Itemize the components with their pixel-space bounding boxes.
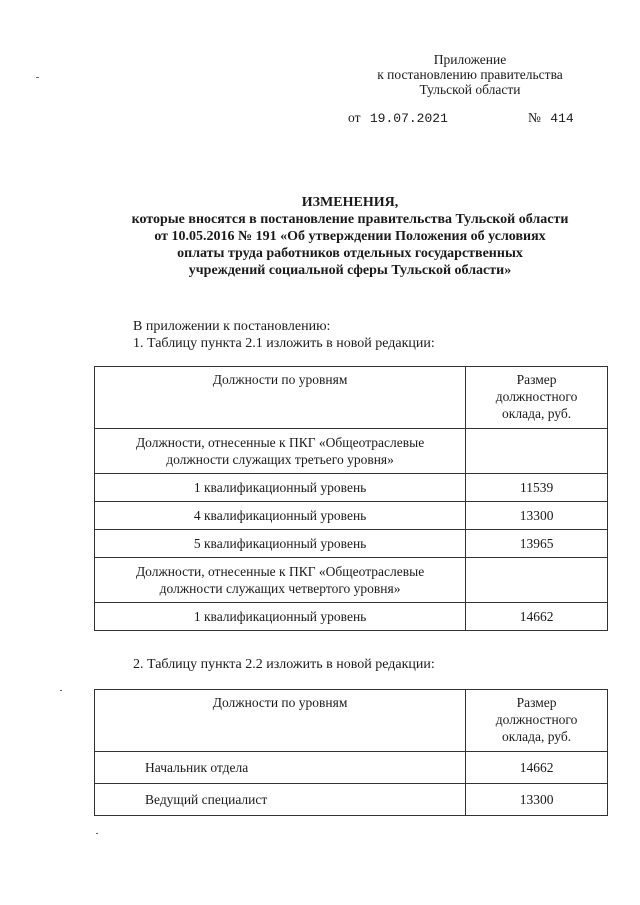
row-label <box>95 429 466 474</box>
title-line2: от 10.05.2016 № 191 «Об утверждении Положения об условиях <box>154 229 546 244</box>
table-row <box>95 474 608 502</box>
header-positions: Должности по уровням <box>95 367 466 429</box>
row-value <box>466 558 608 603</box>
row-label: 4 квалификационный уровень <box>95 502 466 530</box>
table-salaries-2-2 <box>94 689 608 816</box>
appendix-line2: к постановлению правительства <box>377 67 563 82</box>
row-value: 13300 <box>466 784 608 816</box>
number-line <box>528 110 574 126</box>
table-salaries-2-1 <box>94 366 608 631</box>
row-label-line1: Должности, отнесенные к ПКГ «Общеотраслевые <box>135 435 425 450</box>
number-prefix: № <box>528 110 541 125</box>
row-label: Начальник отдела <box>95 752 466 784</box>
appendix-line3: Тульской области <box>419 82 521 97</box>
header-salary-line3: оклада, руб. <box>502 406 572 421</box>
table-row <box>95 502 608 530</box>
table-header-row <box>95 367 608 429</box>
row-label-line2: должности служащих третьего уровня» <box>166 452 394 467</box>
appendix-line1: Приложение <box>433 52 507 67</box>
table-row <box>95 784 608 816</box>
header-salary <box>466 690 608 752</box>
title-heading: ИЗМЕНЕНИЯ, <box>301 195 399 210</box>
date-value: 19.07.2021 <box>369 111 448 126</box>
intro-item1: 1. Таблицу пункта 2.1 изложить в новой редакции: <box>133 336 435 351</box>
title-line4: учреждений социальной сферы Тульской области» <box>188 263 512 278</box>
title-line3: оплаты труда работников отдельных государственных <box>177 246 523 261</box>
intro-line: В приложении к постановлению: <box>133 319 331 334</box>
header-salary-line1: Размер <box>516 695 557 710</box>
scan-mark <box>60 690 62 691</box>
number-value: 414 <box>550 111 574 126</box>
row-value <box>466 429 608 474</box>
document-title <box>60 194 640 279</box>
row-label-line1: Должности, отнесенные к ПКГ «Общеотраслевые <box>135 564 425 579</box>
header-salary-line1: Размер <box>516 372 557 387</box>
date-line <box>348 110 448 126</box>
row-label: 1 квалификационный уровень <box>95 474 466 502</box>
date-prefix: от <box>348 110 361 125</box>
appendix-block <box>330 52 610 97</box>
table-row <box>95 558 608 603</box>
row-label: Ведущий специалист <box>95 784 466 816</box>
header-salary-line3: оклада, руб. <box>502 729 572 744</box>
row-label: 1 квалификационный уровень <box>95 603 466 631</box>
scan-mark <box>36 77 39 78</box>
row-value: 11539 <box>466 474 608 502</box>
title-line1: которые вносятся в постановление правительства Тульской области <box>131 212 569 227</box>
row-label: 5 квалификационный уровень <box>95 530 466 558</box>
row-value: 13300 <box>466 502 608 530</box>
table-row <box>95 429 608 474</box>
table-row <box>95 603 608 631</box>
intro-item2: 2. Таблицу пункта 2.2 изложить в новой редакции: <box>133 657 435 672</box>
header-salary <box>466 367 608 429</box>
table-row <box>95 530 608 558</box>
table-header-row <box>95 690 608 752</box>
row-label <box>95 558 466 603</box>
header-positions: Должности по уровням <box>95 690 466 752</box>
header-salary-line2: должностного <box>495 389 578 404</box>
row-value: 14662 <box>466 603 608 631</box>
table-row <box>95 752 608 784</box>
row-value: 13965 <box>466 530 608 558</box>
header-salary-line2: должностного <box>495 712 578 727</box>
row-value: 14662 <box>466 752 608 784</box>
row-label-line2: должности служащих четвертого уровня» <box>159 581 401 596</box>
scan-mark <box>96 833 98 834</box>
